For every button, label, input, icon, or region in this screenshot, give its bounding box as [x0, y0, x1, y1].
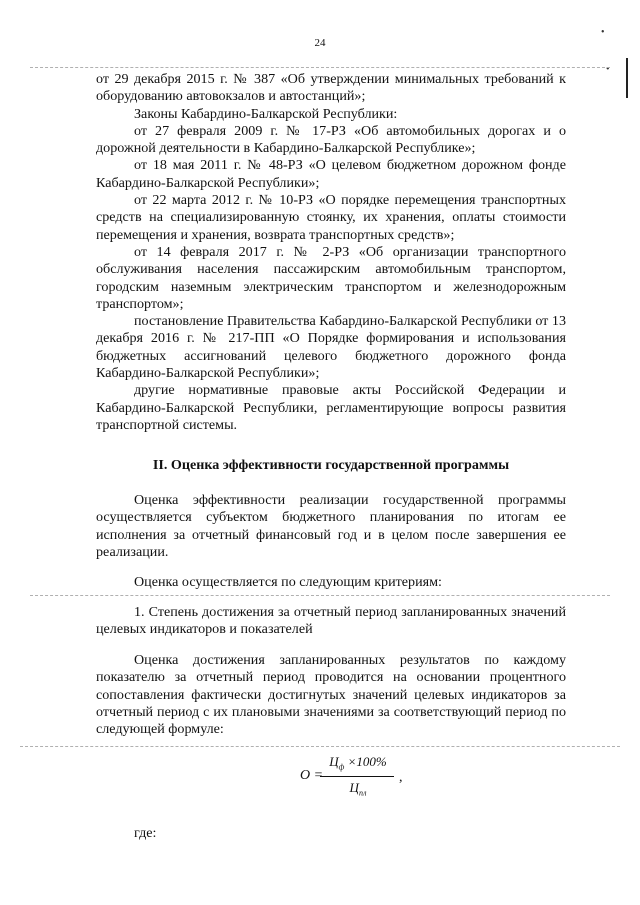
- act-paragraph: другие нормативные правовые акты Российской Федерации и Кабардино-Балкарской Республики, регламентирующие вопросы развития транспортной системы.: [96, 382, 566, 433]
- efficiency-formula: [300, 754, 420, 814]
- act-paragraph: от 27 февраля 2009 г. № 17-РЗ «Об автомобильных дорогах и о дорожной деятельности в Кабардино-Балкарской Республике»;: [96, 122, 566, 157]
- scan-line: [30, 67, 610, 68]
- formula-comma: ,: [399, 770, 403, 785]
- act-paragraph: от 18 мая 2011 г. № 48-РЗ «О целевом бюджетном дорожном фонде Кабардино-Балкарской Республики»;: [96, 157, 566, 191]
- legal-acts-list: [96, 71, 566, 434]
- criteria-paragraph: Оценка осуществляется по следующим критериям:: [134, 574, 442, 590]
- act-paragraph: от 29 декабря 2015 г. № 387 «Об утверждении минимальных требований к оборудованию автовокзалов и автостанций»;: [96, 71, 566, 105]
- criteria-paragraph-block: [96, 574, 566, 591]
- method-paragraph: Оценка достижения запланированных результатов по каждому показателю за отчетный период проводится на основании процентного сопоставления фактически достигнутых значений целевых индикаторов за отчетный период с их плановыми значениями за соответствующий период по следующей формуле:: [96, 652, 566, 738]
- method-paragraph-block: [96, 652, 566, 738]
- scan-edge-mark: [626, 58, 628, 98]
- act-paragraph: постановление Правительства Кабардино-Балкарской Республики от 13 декабря 2016 г. № 217-ПП «О Порядке формирования и использования бюджетных ассигнований целевого бюджетного дорожного фонда Кабардино-Балкарской Республики»;: [96, 313, 566, 382]
- formula-denominator: $Ц_{пл}$: [349, 780, 367, 798]
- corner-mark-top: •: [601, 27, 605, 38]
- section-heading: II. Оценка эффективности государственной программы: [152, 457, 510, 473]
- fraction-bar: [320, 776, 394, 777]
- criterion-block: [96, 604, 566, 639]
- criterion-1: 1. Степень достижения за отчетный период запланированных значений целевых индикаторов и показателей: [96, 604, 566, 638]
- act-paragraph: от 22 марта 2012 г. № 10-РЗ «О порядке перемещения транспортных средств на специализированную стоянку, их хранения, оплаты стоимости перемещения и хранения, возврата транспортных средств»;: [96, 192, 566, 243]
- laws-heading: Законы Кабардино-Балкарской Республики:: [134, 105, 398, 122]
- evaluation-paragraph-block: [96, 492, 566, 561]
- act-paragraph: от 14 февраля 2017 г. № 2-РЗ «Об организации транспортного обслуживания населения пассажирским автомобильным транспортом, городским наземным электрическим транспортом и железнодорожным транспортом»;: [96, 243, 566, 312]
- formula-lhs: О =: [300, 768, 324, 783]
- scan-line: [30, 595, 610, 596]
- scan-line: [20, 746, 620, 747]
- where-label: где:: [134, 825, 157, 841]
- page-number: 24: [314, 37, 326, 49]
- corner-mark-right: •: [606, 64, 610, 75]
- formula-numerator: $Ц_ф \times 100\%$: [329, 754, 387, 772]
- evaluation-paragraph: Оценка эффективности реализации государственной программы осуществляется субъектом бюджетного планирования по итогам ее исполнения за отчетный финансовый год и в целом после завершения ее реализации.: [96, 492, 566, 560]
